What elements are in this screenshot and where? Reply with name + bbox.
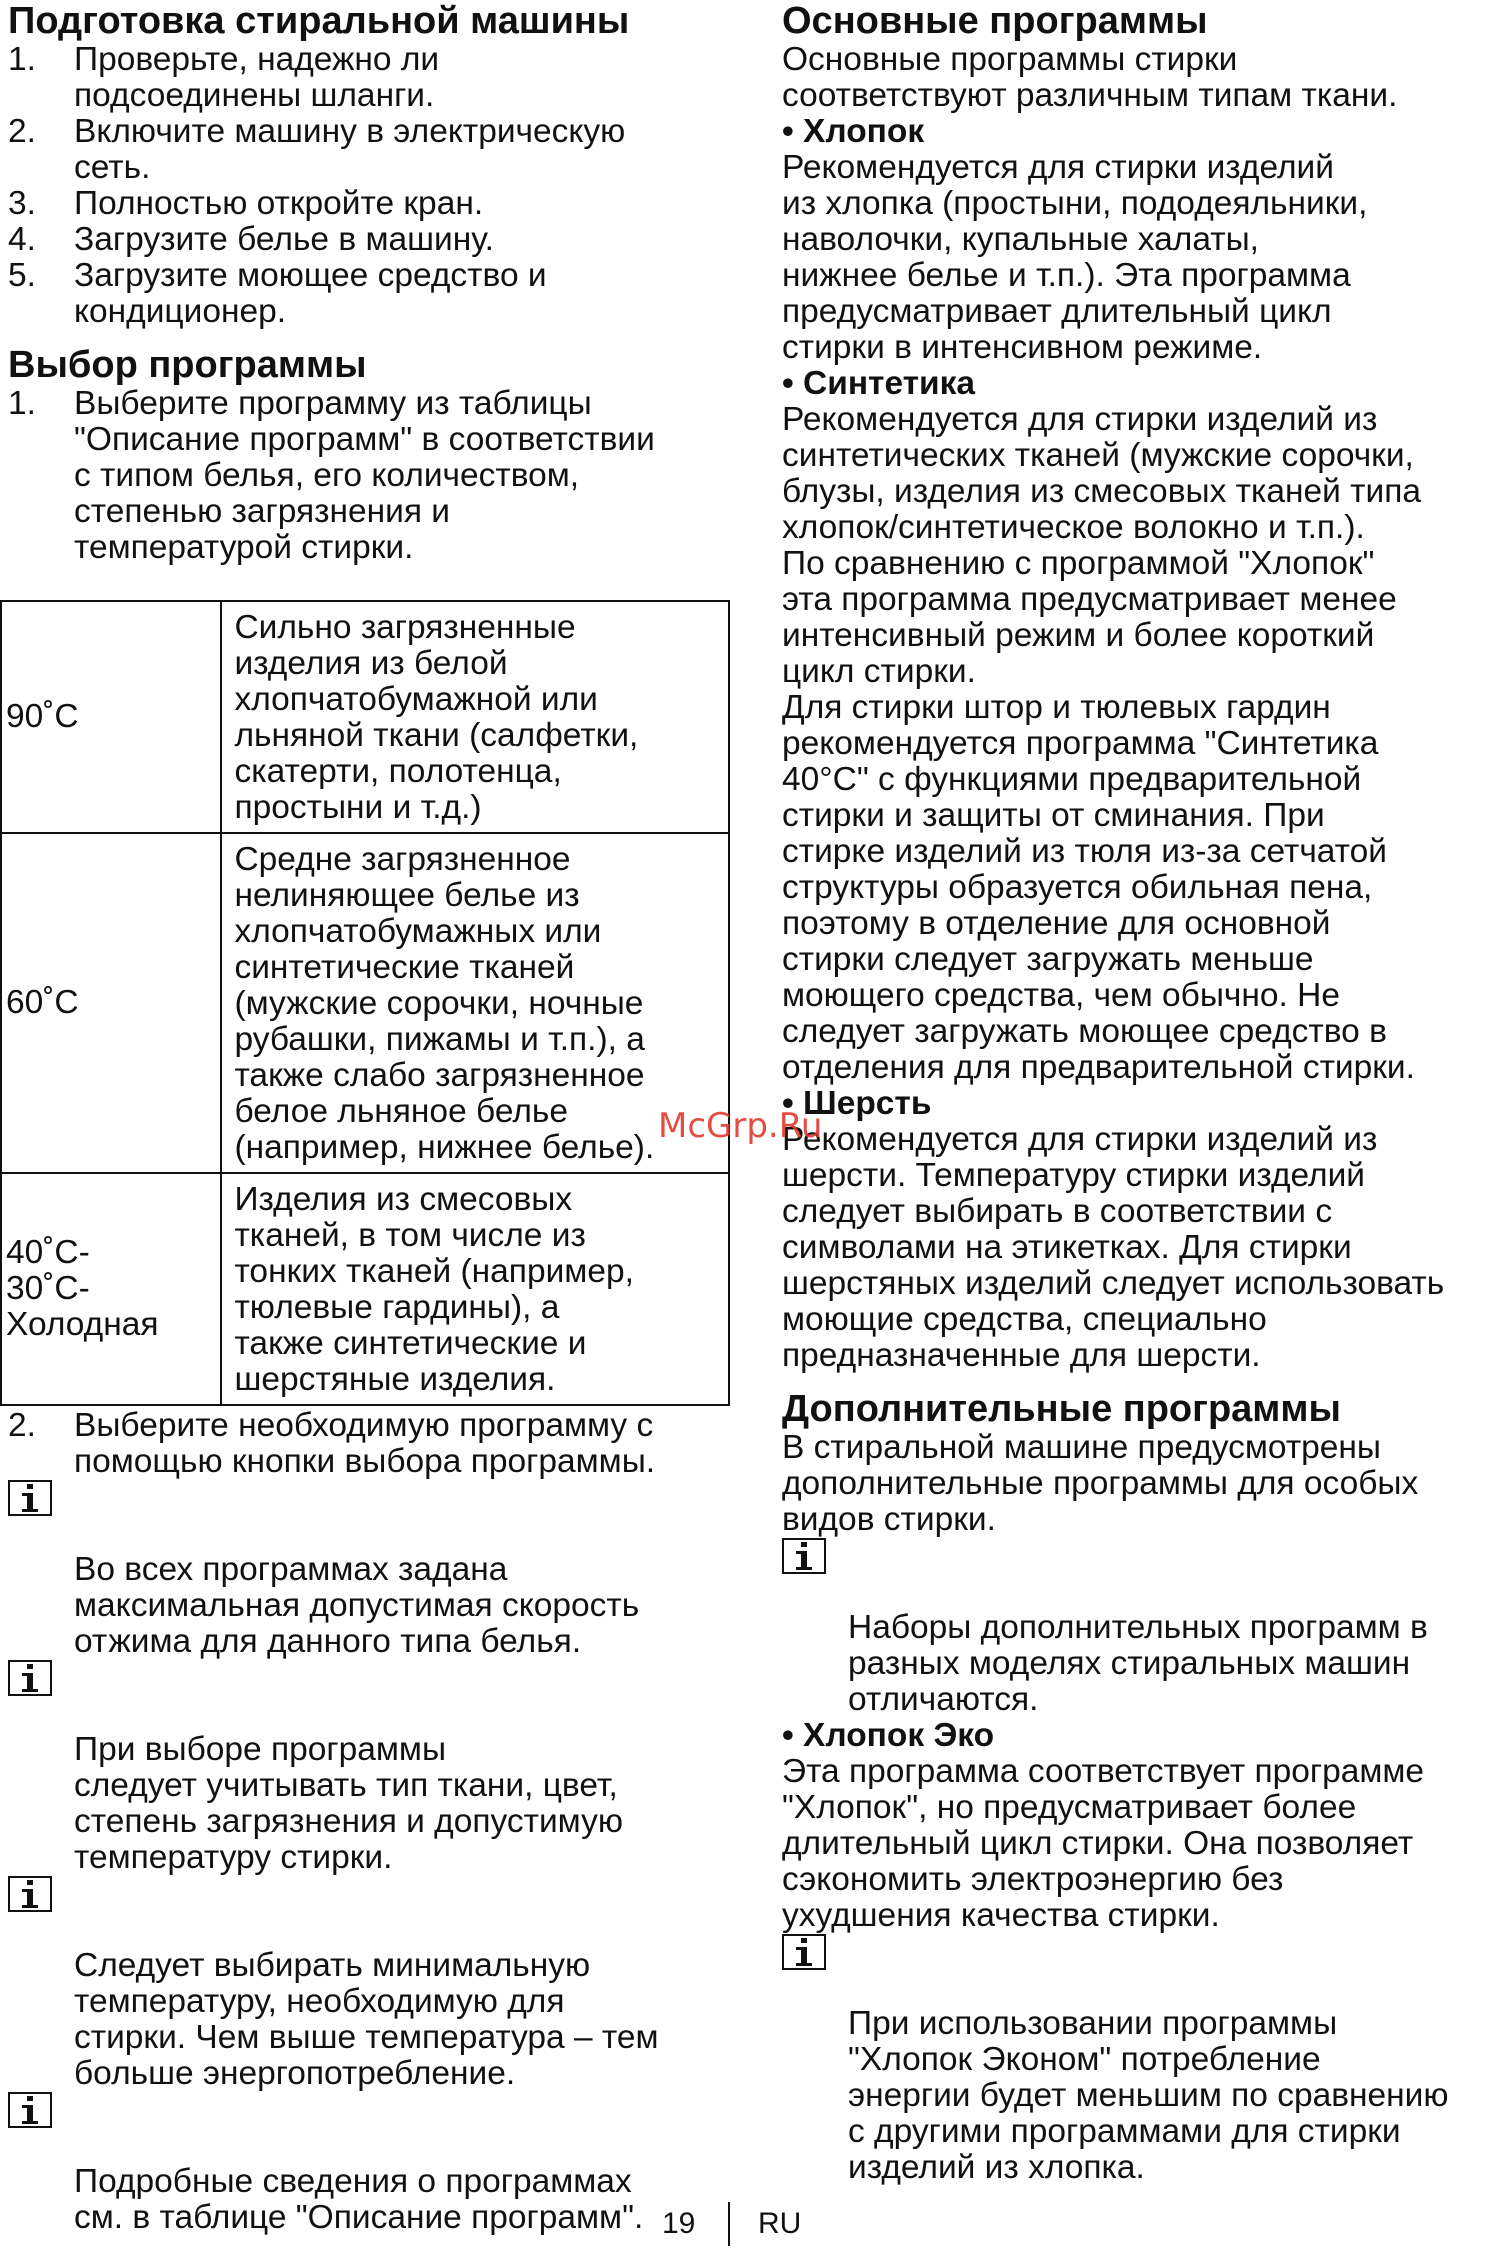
desc-cell: Изделия из смесовых тканей, в том числе из тонких тканей (например, тюлевые гардины), а также синтетические и шерстяные изделия. <box>221 1173 729 1405</box>
select-steps-2 <box>8 1408 732 1480</box>
temp-cell: 40˚C- 30˚C- Холодная <box>1 1173 221 1405</box>
temp-cell: 60˚C <box>1 833 221 1173</box>
info-note: При выборе программы следует учитывать тип ткани, цвет, степень загрязнения и допустимую температуру стирки. <box>8 1660 732 1876</box>
select-steps <box>8 386 732 566</box>
select-step-1: 1. Выберите программу из таблицы "Описание программ" в соответствии с типом белья, его количеством, степенью загрязнения и температурой стирки. <box>8 385 655 566</box>
cotton-title: • Хлопок <box>782 113 925 150</box>
prep-step: 5. Загрузите моющее средство и кондиционер. <box>8 257 547 330</box>
prep-steps <box>8 42 732 330</box>
wool-title: • Шерсть <box>782 1085 932 1122</box>
table-row <box>1 833 729 1173</box>
right-column <box>782 0 1497 2186</box>
footer-divider <box>728 2202 730 2246</box>
info-icon <box>782 1538 826 1574</box>
desc-cell: Средне загрязненное нелиняющее белье из хлопчатобумажных или синтетические тканей (мужские сорочки, ночные рубашки, пижамы и т.п.), а также слабо загрязненное белое льняное белье (например, нижнее белье). <box>221 833 729 1173</box>
cotton-eco-text: Эта программа соответствует программе "Хлопок", но предусматривает более длительный цикл стирки. Она позволяет сэкономить электроэнергию без ухудшения качества стирки. <box>782 1753 1425 1934</box>
prep-step: 1. Проверьте, надежно ли подсоединены шланги. <box>8 41 440 114</box>
prep-step: 3. Полностью откройте кран. <box>8 185 484 222</box>
select-title: Выбор программы <box>8 344 367 386</box>
desc-cell: Сильно загрязненные изделия из белой хлопчатобумажной или льняной ткани (салфетки, скатерти, полотенца, простыни и т.д.) <box>221 601 729 833</box>
info-icon <box>8 2092 52 2128</box>
left-column <box>8 0 732 2236</box>
language-code: RU <box>758 2207 802 2240</box>
watermark: McGrp.Ru <box>658 1106 823 1146</box>
temp-cell: 90˚C <box>1 601 221 833</box>
info-note: Наборы дополнительных программ в разных моделях стиральных машин отличаются. <box>782 1538 1497 1718</box>
prep-step: 2. Включите машину в электрическую сеть. <box>8 113 626 186</box>
info-note: Подробные сведения о программах см. в таблице "Описание программ". <box>8 2092 732 2236</box>
synthetics-text: Рекомендуется для стирки изделий из синтетических тканей (мужские сорочки, блузы, изделия из смесовых тканей типа хлопок/синтетическое волокно и т.п.). По сравнению с программой "Хлопок" эта программа предусматривает менее интенсивный режим и более короткий цикл стирки. Для стирки штор и тюлевых гардин рекомендуется программа "Синтетика 40°C" с функциями предварительной стирки и защиты от сминания. При стирке изделий из тюля из-за сетчатой структуры образуется обильная пена, поэтому в отделение для основной стирки следует загружать меньше моющего средства, чем обычно. Не следует загружать моющее средство в отделения для предварительной стирки. <box>782 401 1421 1086</box>
info-icon <box>8 1876 52 1912</box>
main-programs-intro: Основные программы стирки соответствуют различным типам ткани. <box>782 41 1398 114</box>
cotton-text: Рекомендуется для стирки изделий из хлопка (простыни, пододеяльники, наволочки, купальные халаты, нижнее белье и т.п.). Эта программа предусматривает длительный цикл стирки в интенсивном режиме. <box>782 149 1368 366</box>
temperature-table <box>0 600 730 1406</box>
main-programs-title: Основные программы <box>782 0 1208 42</box>
prep-title: Подготовка стиральной машины <box>8 0 630 42</box>
cotton-eco-title: • Хлопок Эко <box>782 1717 995 1754</box>
info-note: При использовании программы "Хлопок Эконом" потребление энергии будет меньшим по сравнению с другими программами для стирки изделий из хлопка. <box>782 1934 1497 2186</box>
page-number: 19 <box>662 2207 696 2240</box>
info-note: Следует выбирать минимальную температуру, необходимую для стирки. Чем выше температура – тем больше энергопотребление. <box>8 1876 732 2092</box>
table-row <box>1 1173 729 1405</box>
prep-step: 4. Загрузите белье в машину. <box>8 221 494 258</box>
extra-programs-intro: В стиральной машине предусмотрены дополнительные программы для особых видов стирки. <box>782 1429 1419 1538</box>
extra-programs-title: Дополнительные программы <box>782 1388 1341 1430</box>
info-icon <box>8 1480 52 1516</box>
info-icon <box>8 1660 52 1696</box>
select-step-2: 2. Выберите необходимую программу с помощью кнопки выбора программы. <box>8 1407 656 1480</box>
synthetics-title: • Синтетика <box>782 365 976 402</box>
info-note: Во всех программах задана максимальная допустимая скорость отжима для данного типа белья. <box>8 1480 732 1660</box>
info-icon <box>782 1934 826 1970</box>
wool-text: Рекомендуется для стирки изделий из шерсти. Температуру стирки изделий следует выбирать в соответствии с символами на этикетках. Для стирки шерстяных изделий следует использовать моющие средства, специально предназначенные для шерсти. <box>782 1121 1445 1374</box>
table-row <box>1 601 729 833</box>
